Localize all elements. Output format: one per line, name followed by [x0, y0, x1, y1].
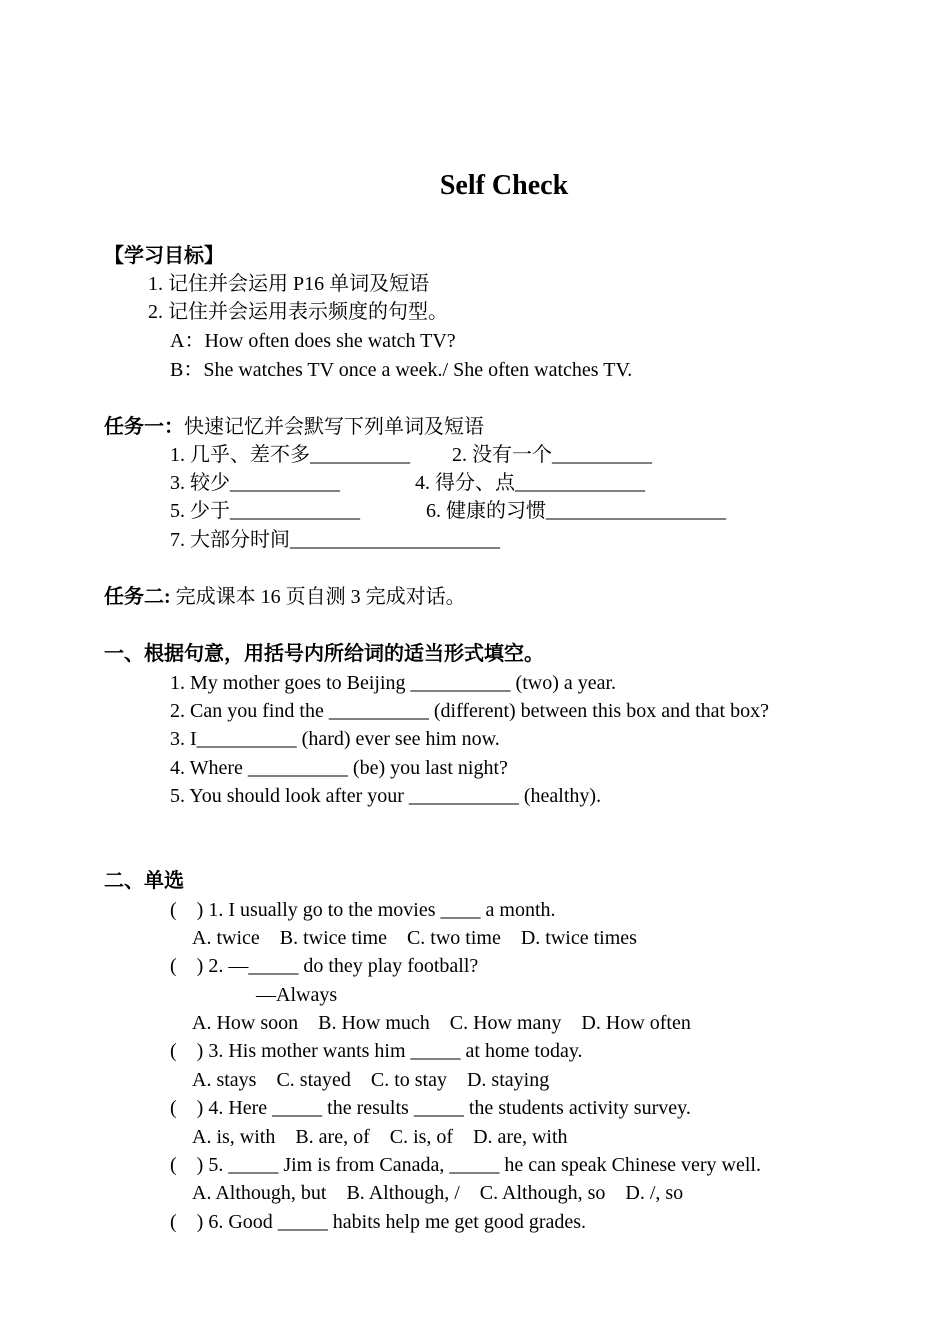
task1-item: 6. 健康的习惯__________________ [426, 500, 726, 522]
goal-item: 1. 记住并会运用 P16 单词及短语 [148, 273, 430, 295]
task1-item: 2. 没有一个__________ [452, 444, 652, 466]
goal-item: 2. 记住并会运用表示频度的句型。 [148, 301, 448, 323]
fill-blank-item: 1. My mother goes to Beijing __________ (two) a year. [170, 672, 617, 694]
goal-dialog-line: B：She watches TV once a week./ She often watches TV. [170, 359, 633, 381]
fill-blank-item: 3. I__________ (hard) ever see him now. [170, 728, 500, 750]
goals-heading: 【学习目标】 [104, 245, 224, 267]
fill-blank-item: 5. You should look after your ___________ (healthy). [170, 785, 602, 807]
task1-heading [104, 413, 484, 441]
task2-heading [104, 583, 466, 611]
task1-label: 任务一： [104, 416, 184, 438]
task1-item: 5. 少于_____________ [170, 500, 360, 522]
mc-options: A. How soon B. How much C. How many D. How often [192, 1012, 691, 1034]
mc-options: A. Although, but B. Although, / C. Although, so D. /, so [192, 1182, 684, 1204]
mc-question: ( ) 5. _____ Jim is from Canada, _____ he can speak Chinese very well. [170, 1154, 761, 1176]
task1-item: 3. 较少___________ [170, 472, 340, 494]
task1-text: 快速记忆并会默写下列单词及短语 [184, 416, 484, 438]
task1-item: 1. 几乎、差不多__________ [170, 444, 410, 466]
mc-question: ( ) 1. I usually go to the movies ____ a month. [170, 899, 556, 921]
fill-blank-item: 2. Can you find the __________ (different) between this box and that box? [170, 700, 769, 722]
task2-label: 任务二: [104, 586, 171, 608]
mc-options: A. twice B. twice time C. two time D. twice times [192, 927, 637, 949]
mc-options: A. stays C. stayed C. to stay D. staying [192, 1069, 550, 1091]
mc-question-reply: —Always [256, 984, 338, 1006]
mc-question: ( ) 6. Good _____ habits help me get good grades. [170, 1211, 587, 1233]
goal-dialog-line: A：How often does she watch TV? [170, 330, 456, 352]
section2-heading: 二、单选 [104, 870, 184, 892]
page-title: Self Check [439, 170, 569, 201]
mc-question: ( ) 3. His mother wants him _____ at home today. [170, 1040, 583, 1062]
task1-item: 7. 大部分时间_____________________ [170, 529, 500, 551]
mc-options: A. is, with B. are, of C. is, of D. are, with [192, 1126, 568, 1148]
mc-question: ( ) 4. Here _____ the results _____ the students activity survey. [170, 1097, 691, 1119]
task1-item: 4. 得分、点_____________ [415, 472, 645, 494]
section1-heading: 一、根据句意，用括号内所给词的适当形式填空。 [104, 643, 544, 665]
fill-blank-item: 4. Where __________ (be) you last night? [170, 757, 508, 779]
task2-text: 完成课本 16 页自测 3 完成对话。 [170, 586, 466, 608]
mc-question: ( ) 2. —_____ do they play football? [170, 955, 479, 977]
